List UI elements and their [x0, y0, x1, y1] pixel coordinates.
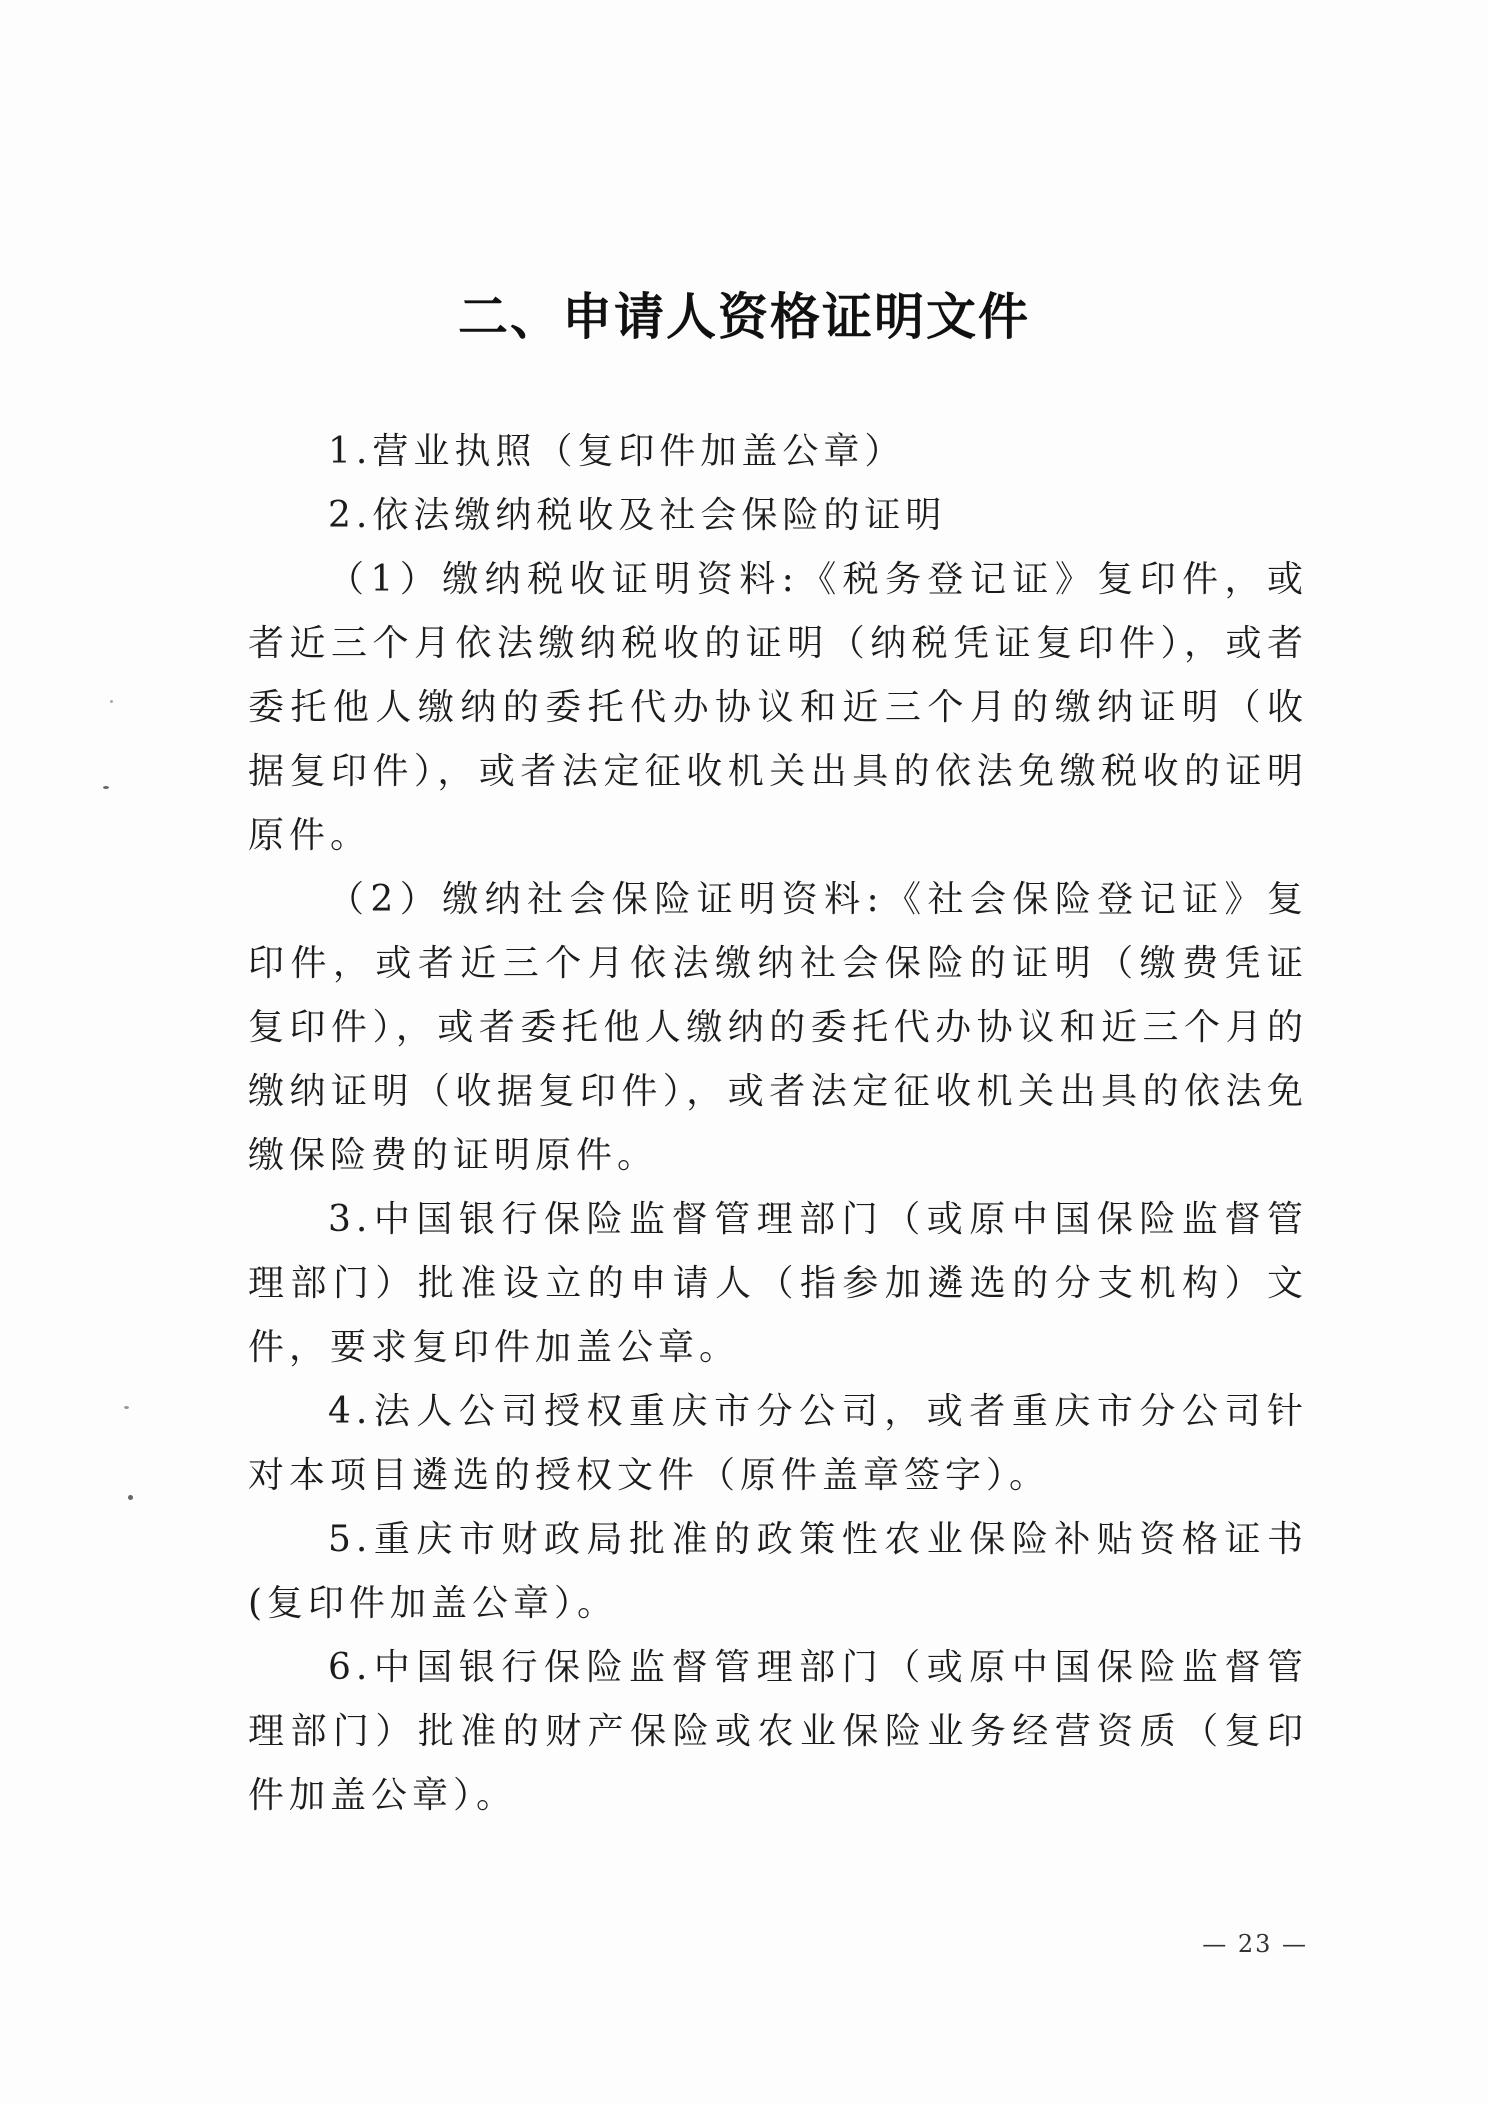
scan-speck — [103, 786, 109, 789]
document-body — [248, 420, 1308, 1828]
scan-speck — [128, 1495, 133, 1500]
paragraph-business-qualification: 6.中国银行保险监督管理部门（或原中国保险监督管理部门）批准的财产保险或农业保险业务经营资质（复印件加盖公章）。 — [248, 1647, 1308, 1816]
page-number: — 23 — — [1202, 1930, 1308, 1958]
scan-speck — [124, 1406, 129, 1409]
paragraph-authorization: 4.法人公司授权重庆市分公司，或者重庆市分公司针对本项目遴选的授权文件（原件盖章签字）。 — [248, 1391, 1308, 1496]
paragraph-tax-proof: （1）缴纳税收证明资料:《税务登记证》复印件，或者近三个月依法缴纳税收的证明（纳税凭证复印件），或者委托他人缴纳的委托代办协议和近三个月的缴纳证明（收据复印件），或者法定征收机关出具的依法免缴税收的证明原件。 — [248, 559, 1308, 856]
paragraph-approval-document: 3.中国银行保险监督管理部门（或原中国保险监督管理部门）批准设立的申请人（指参加遴选的分支机构）文件，要求复印件加盖公章。 — [248, 1199, 1308, 1368]
scan-speck — [110, 700, 113, 703]
paragraph-tax-social-insurance: 2.依法缴纳税收及社会保险的证明 — [328, 495, 947, 536]
section-title: 二、申请人资格证明文件 — [458, 288, 1030, 346]
paragraph-subsidy-certificate: 5.重庆市财政局批准的政策性农业保险补贴资格证书(复印件加盖公章）。 — [248, 1519, 1308, 1624]
paragraph-business-license: 1.营业执照（复印件加盖公章） — [328, 431, 906, 472]
paragraph-social-insurance-proof: （2）缴纳社会保险证明资料:《社会保险登记证》复印件，或者近三个月依法缴纳社会保险的证明（缴费凭证复印件），或者委托他人缴纳的委托代办协议和近三个月的缴纳证明（收据复印件），或者法定征收机关出具的依法免缴保险费的证明原件。 — [248, 879, 1308, 1176]
